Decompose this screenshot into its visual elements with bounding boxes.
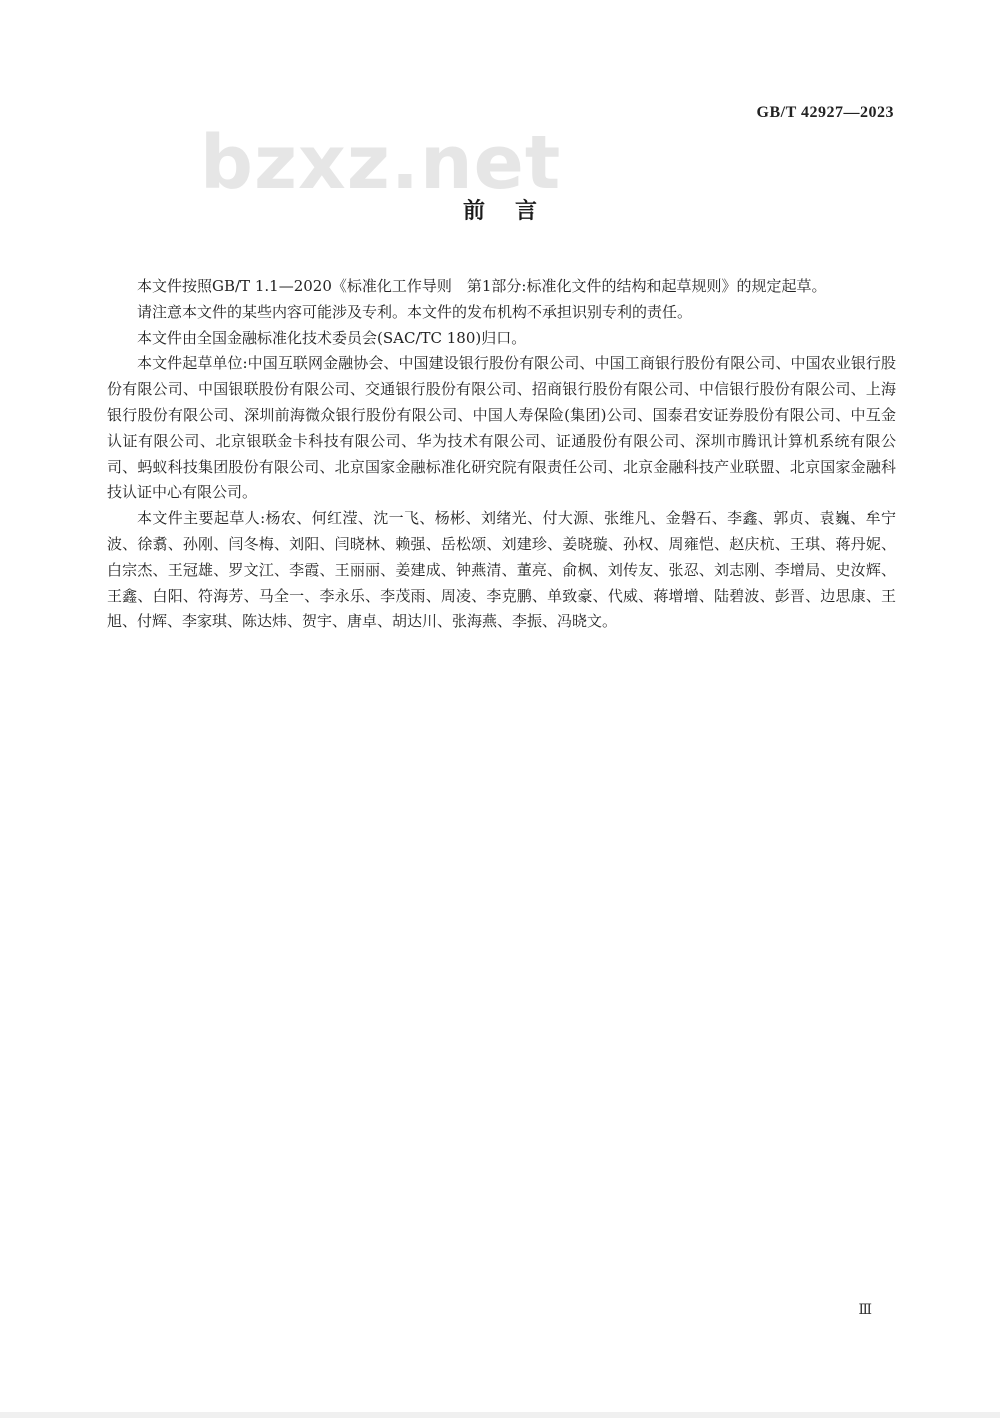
foreword-body [107, 274, 896, 635]
paragraph-committee: 本文件由全国金融标准化技术委员会(SAC/TC 180)归口。 [137, 328, 527, 347]
paragraph-patent-notice: 请注意本文件的某些内容可能涉及专利。本文件的发布机构不承担识别专利的责任。 [137, 302, 693, 321]
watermark: bzxz.net [200, 120, 562, 206]
page-title: 前言 [462, 199, 567, 224]
page-number: Ⅲ [858, 1303, 872, 1318]
paragraph-drafting-units: 本文件起草单位:中国互联网金融协会、中国建设银行股份有限公司、中国工商银行股份有限公司、中国农业银行股份有限公司、中国银联股份有限公司、交通银行股份有限公司、招商银行股份有限公司、中信银行股份有限公司、上海银行股份有限公司、深圳前海微众银行股份有限公司、中国人寿保险(集团)公司、国泰君安证券股份有限公司、中互金认证有限公司、北京银联金卡科技有限公司、华为技术有限公司、证通股份有限公司、深圳市腾讯计算机系统有限公司、蚂蚁科技集团股份有限公司、北京国家金融标准化研究院有限责任公司、北京金融科技产业联盟、北京国家金融科技认证中心有限公司。 [107, 354, 896, 502]
paragraph-drafting-rules: 本文件按照GB/T 1.1—2020《标准化工作导则 第1部分:标准化文件的结构和起草规则》的规定起草。 [137, 277, 827, 295]
paragraph-drafters: 本文件主要起草人:杨农、何红滢、沈一飞、杨彬、刘绪光、付大源、张维凡、金磐石、李鑫、郭贞、袁巍、牟宁波、徐翥、孙刚、闫冬梅、刘阳、闫晓林、赖强、岳松颂、刘建珍、姜晓璇、孙权、周雍恺、赵庆杭、王琪、蒋丹妮、白宗杰、王冠雄、罗文江、李霞、王丽丽、姜建成、钟燕清、董亮、俞枫、刘传友、张忍、刘志刚、李增局、史汝辉、王鑫、白阳、符海芳、马全一、李永乐、李茂雨、周凌、李克鹏、单致豪、代威、蒋增增、陆碧波、彭晋、边思康、王旭、付辉、李家琪、陈达炜、贺宇、唐卓、胡达川、张海燕、李振、冯晓文。 [107, 509, 896, 631]
page-bottom-edge [0, 1412, 1000, 1418]
standard-number: GB/T 42927—2023 [756, 104, 894, 121]
